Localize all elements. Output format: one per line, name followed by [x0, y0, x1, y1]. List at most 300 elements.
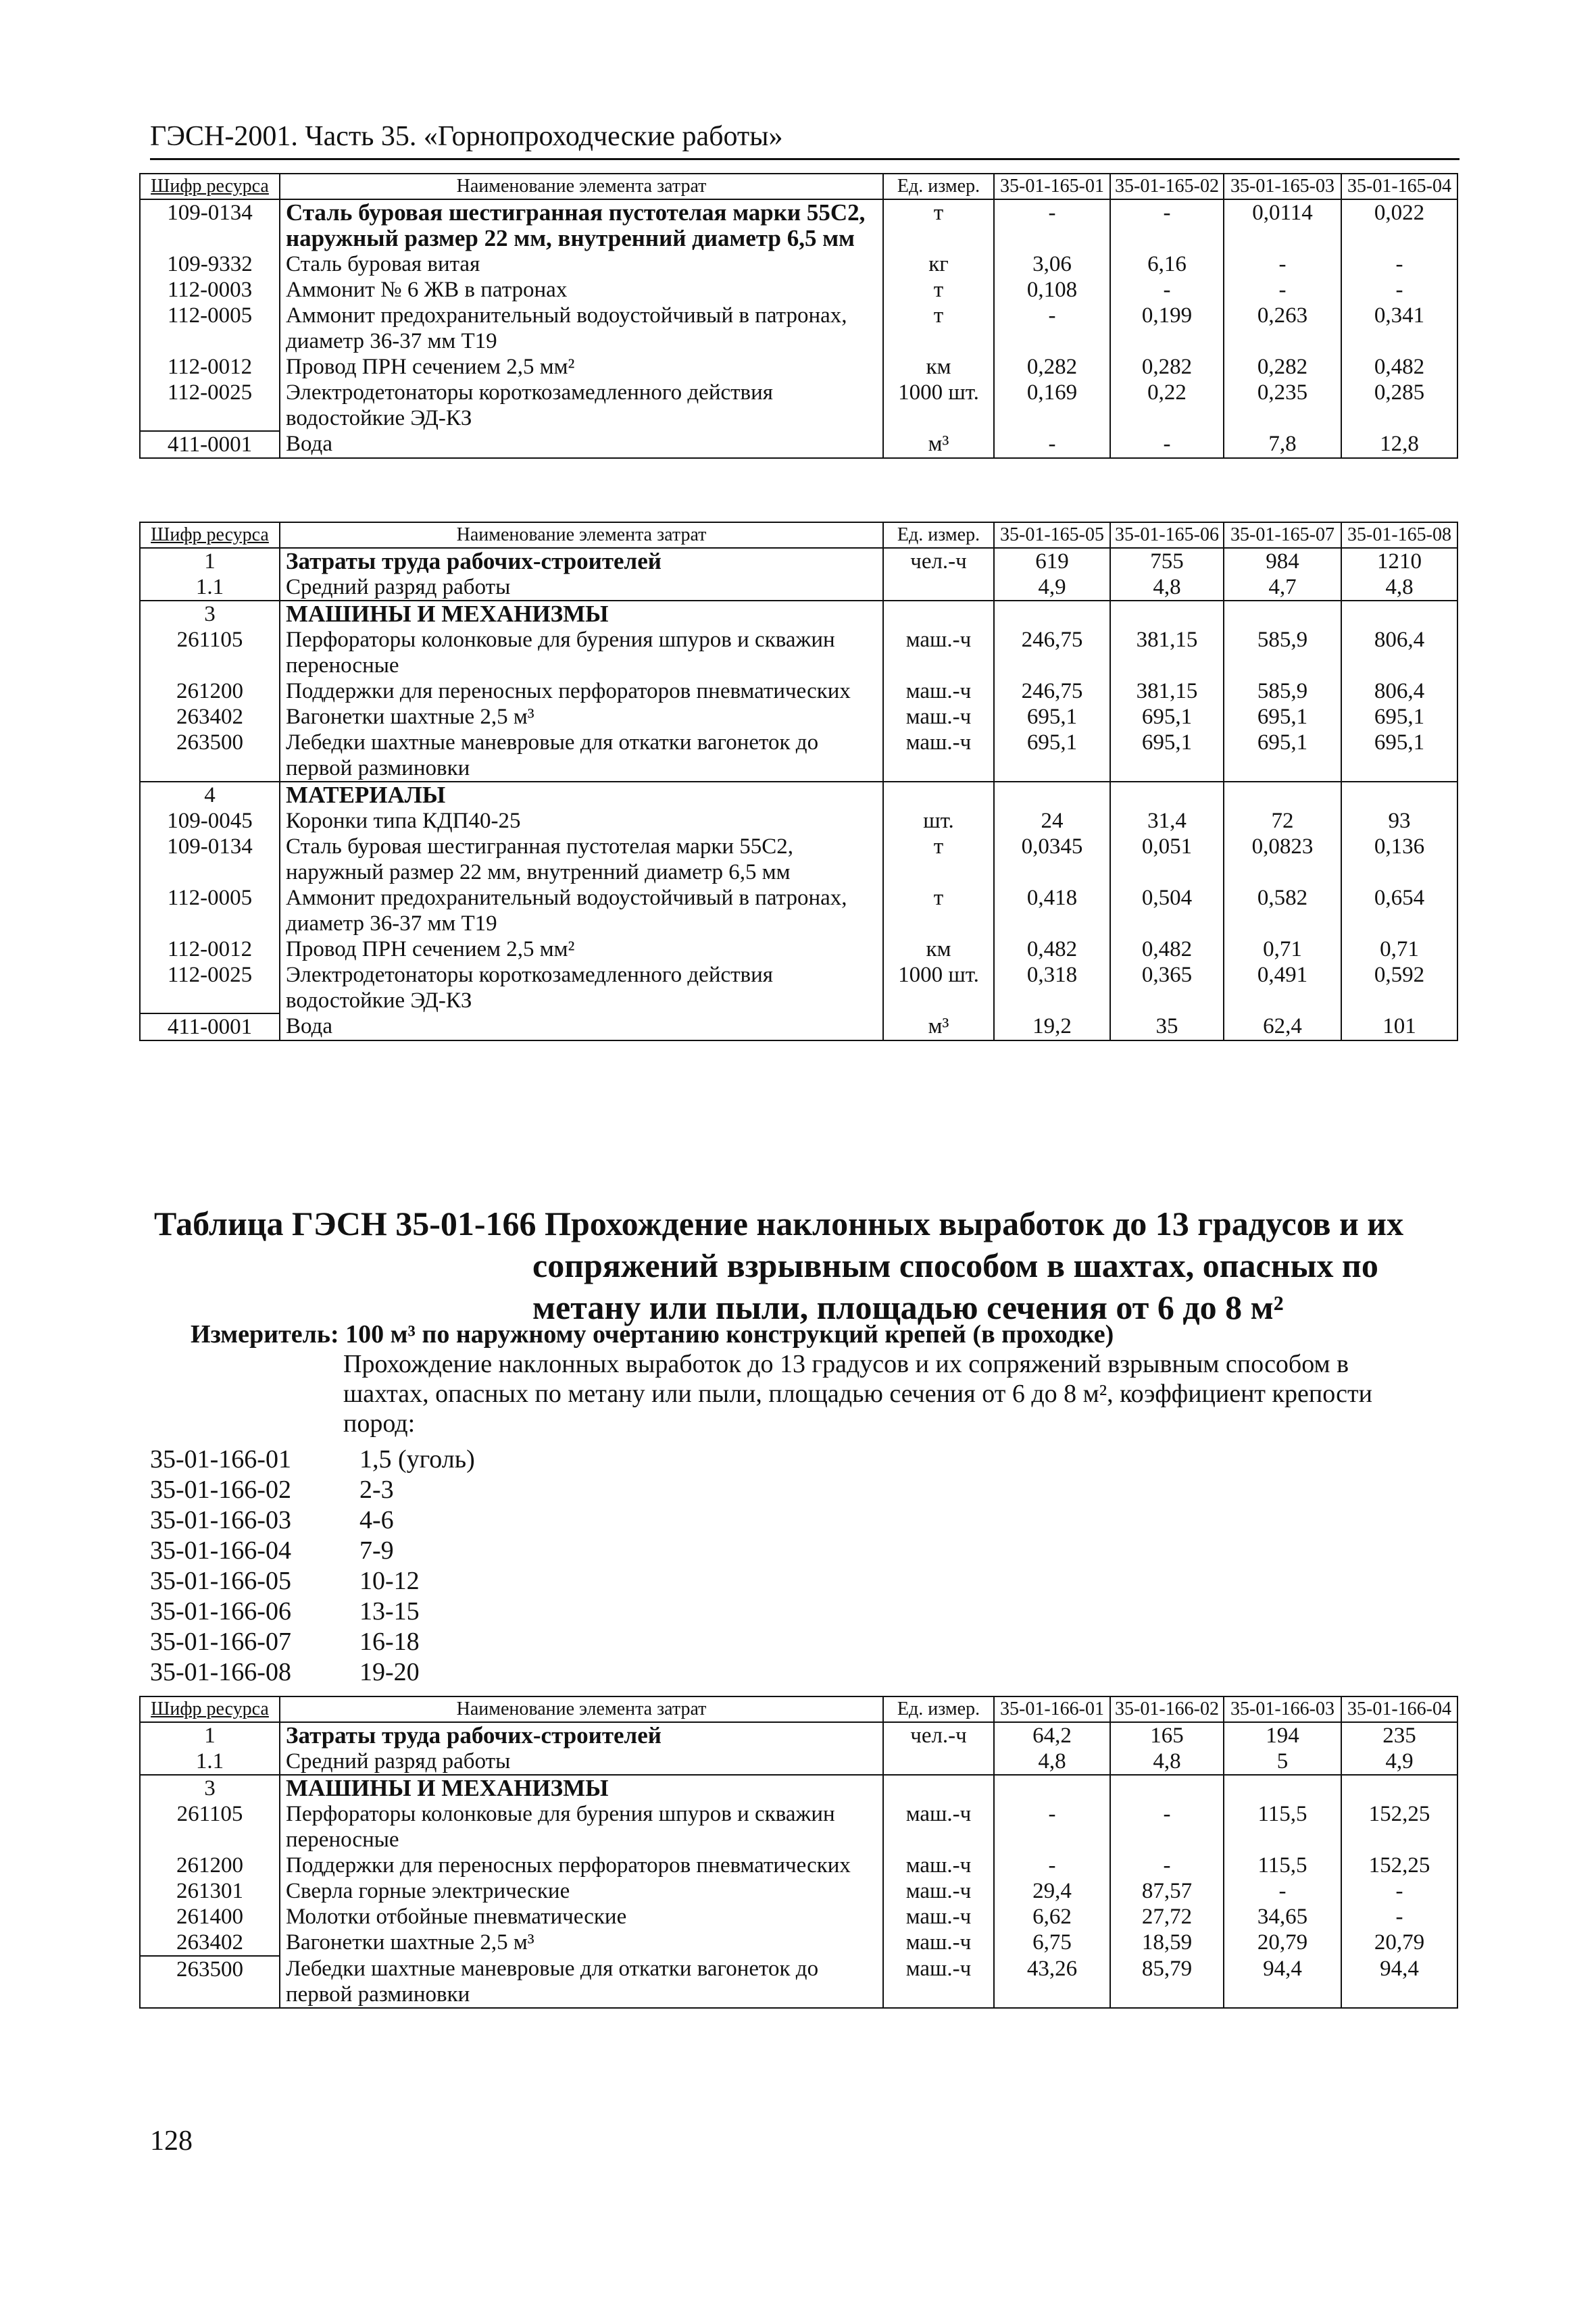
table-row [140, 1904, 1457, 1930]
cost-element-name: Поддержки для переносных перфораторов пневматических [280, 1853, 883, 1878]
table-header-row [140, 522, 1457, 548]
resource-code: 263500 [140, 730, 280, 782]
norm-code: 35-01-166-03 [150, 1506, 291, 1534]
hardness-range: 1,5 (уголь) [359, 1445, 475, 1474]
value-cell [1341, 601, 1457, 627]
value-cell: 585,9 [1224, 678, 1341, 704]
resource-code: 3 [140, 1775, 280, 1801]
title-line-3: метану или пыли, площадью сечения от 6 до 8 м² [532, 1288, 1284, 1326]
value-cell: 0,654 [1341, 885, 1457, 936]
column-header: 35-01-165-02 [1110, 174, 1224, 199]
resource-code: 1.1 [140, 1749, 280, 1775]
column-header: 35-01-165-07 [1224, 522, 1341, 548]
value-cell: 381,15 [1110, 627, 1224, 678]
value-cell: 152,25 [1341, 1853, 1457, 1878]
unit-cell: км [883, 354, 994, 380]
cost-element-name: Лебедки шахтные маневровые для откатки вагонеток до первой разминовки [280, 1956, 883, 2008]
value-cell: 101 [1341, 1013, 1457, 1040]
value-cell: 12,8 [1341, 431, 1457, 458]
unit-cell: м³ [883, 1013, 994, 1040]
cost-element-name: Аммонит № 6 ЖВ в патронах [280, 277, 883, 303]
hardness-range: 16-18 [359, 1628, 420, 1656]
table-row [140, 1013, 1457, 1040]
value-cell: 695,1 [994, 730, 1110, 782]
resource-code: 261200 [140, 678, 280, 704]
column-header: 35-01-165-03 [1224, 174, 1341, 199]
hardness-range: 7-9 [359, 1536, 394, 1565]
resource-code: 411-0001 [140, 431, 280, 458]
value-cell [1341, 782, 1457, 808]
unit-cell: маш.-ч [883, 1956, 994, 2008]
value-cell: 4,8 [1110, 574, 1224, 601]
table-row [140, 1956, 1457, 2008]
value-cell: 0,365 [1110, 962, 1224, 1013]
value-cell: 115,5 [1224, 1853, 1341, 1878]
value-cell [994, 1775, 1110, 1801]
cost-element-name: Вагонетки шахтные 2,5 м³ [280, 1930, 883, 1956]
resource-code: 261105 [140, 1801, 280, 1853]
value-cell [1110, 782, 1224, 808]
cost-element-name: Провод ПРН сечением 2,5 мм² [280, 936, 883, 962]
cost-element-name: Вагонетки шахтные 2,5 м³ [280, 704, 883, 730]
resource-code: 1.1 [140, 574, 280, 601]
value-cell: 94,4 [1224, 1956, 1341, 2008]
value-cell: 619 [994, 548, 1110, 574]
value-cell [1224, 782, 1341, 808]
cost-element-name: Коронки типа КДП40-25 [280, 808, 883, 834]
resource-code: 109-0045 [140, 808, 280, 834]
resource-code: 411-0001 [140, 1013, 280, 1040]
value-cell: 0,318 [994, 962, 1110, 1013]
code-list-item [150, 1444, 475, 1475]
column-header: 35-01-165-08 [1341, 522, 1457, 548]
cost-element-name: Аммонит предохранительный водоустойчивый в патронах, диаметр 36-37 мм Т19 [280, 303, 883, 354]
title-line-2: сопряжений взрывным способом в шахтах, опасных по [532, 1247, 1378, 1284]
table-row [140, 808, 1457, 834]
value-cell: 87,57 [1110, 1878, 1224, 1904]
table-row [140, 1801, 1457, 1853]
code-list-item [150, 1536, 475, 1566]
resource-code: 263402 [140, 1930, 280, 1956]
unit-cell: маш.-ч [883, 1853, 994, 1878]
table-row [140, 627, 1457, 678]
table-header-row [140, 1696, 1457, 1722]
resource-code: 261301 [140, 1878, 280, 1904]
value-cell: - [1341, 1904, 1457, 1930]
value-cell: 31,4 [1110, 808, 1224, 834]
value-cell: - [1341, 277, 1457, 303]
resource-code: 3 [140, 601, 280, 627]
value-cell: 62,4 [1224, 1013, 1341, 1040]
value-cell: 0,418 [994, 885, 1110, 936]
value-cell: 695,1 [1110, 704, 1224, 730]
resource-code: 112-0012 [140, 936, 280, 962]
value-cell: 5 [1224, 1749, 1341, 1775]
value-cell: - [1110, 1853, 1224, 1878]
cost-element-name: Аммонит предохранительный водоустойчивый в патронах, диаметр 36-37 мм Т19 [280, 885, 883, 936]
value-cell: - [994, 199, 1110, 251]
table-row [140, 1749, 1457, 1775]
cost-element-name: Сталь буровая витая [280, 251, 883, 277]
value-cell: 246,75 [994, 678, 1110, 704]
column-header: Ед. измер. [883, 1696, 994, 1722]
table-row [140, 834, 1457, 885]
value-cell [1110, 1775, 1224, 1801]
column-header: 35-01-165-04 [1341, 174, 1457, 199]
unit-cell: маш.-ч [883, 1801, 994, 1853]
value-cell: 29,4 [994, 1878, 1110, 1904]
unit-cell: маш.-ч [883, 1878, 994, 1904]
code-list-item [150, 1475, 475, 1505]
cost-element-name: Лебедки шахтные маневровые для откатки вагонеток до первой разминовки [280, 730, 883, 782]
cost-element-name: Поддержки для переносных перфораторов пневматических [280, 678, 883, 704]
cost-element-name: Сталь буровая шестигранная пустотелая марки 55С2, наружный размер 22 мм, внутренний диаметр 6,5 мм [280, 834, 883, 885]
resource-code: 1 [140, 548, 280, 574]
value-cell: 0,263 [1224, 303, 1341, 354]
resource-code: 112-0005 [140, 885, 280, 936]
value-cell: 0,022 [1341, 199, 1457, 251]
cost-element-name: Перфораторы колонковые для бурения шпуров и скважин переносные [280, 627, 883, 678]
column-header: Наименование элемента затрат [280, 1696, 883, 1722]
column-header: Шифр ресурса [140, 522, 280, 548]
value-cell: 85,79 [1110, 1956, 1224, 2008]
unit-cell: т [883, 885, 994, 936]
table-row [140, 303, 1457, 354]
hardness-range: 13-15 [359, 1597, 420, 1626]
unit-cell: 1000 шт. [883, 380, 994, 431]
value-cell: 0,71 [1341, 936, 1457, 962]
cost-element-name: Провод ПРН сечением 2,5 мм² [280, 354, 883, 380]
value-cell [994, 601, 1110, 627]
code-list-item [150, 1505, 475, 1536]
resource-code: 112-0003 [140, 277, 280, 303]
unit-cell [883, 1775, 994, 1801]
value-cell: 0,282 [1224, 354, 1341, 380]
value-cell: 165 [1110, 1722, 1224, 1749]
value-cell: 695,1 [994, 704, 1110, 730]
unit-cell: т [883, 199, 994, 251]
column-header: 35-01-166-01 [994, 1696, 1110, 1722]
code-list-item [150, 1657, 475, 1688]
table-row [140, 548, 1457, 574]
value-cell: - [1224, 251, 1341, 277]
table-header-row [140, 174, 1457, 199]
column-header: Наименование элемента затрат [280, 174, 883, 199]
resource-code: 112-0025 [140, 962, 280, 1013]
value-cell: - [994, 431, 1110, 458]
resource-code: 261400 [140, 1904, 280, 1930]
value-cell: 0,0114 [1224, 199, 1341, 251]
table-row [140, 704, 1457, 730]
page-number: 128 [150, 2126, 193, 2157]
cost-element-name: Электродетонаторы короткозамедленного действия водостойкие ЭД-КЗ [280, 380, 883, 431]
resource-code: 109-0134 [140, 199, 280, 251]
value-cell: 235 [1341, 1722, 1457, 1749]
value-cell: 27,72 [1110, 1904, 1224, 1930]
hardness-range: 10-12 [359, 1567, 420, 1595]
unit-cell: маш.-ч [883, 704, 994, 730]
norm-code: 35-01-166-07 [150, 1628, 291, 1656]
table-row [140, 380, 1457, 431]
value-cell: 806,4 [1341, 678, 1457, 704]
column-header: Ед. измер. [883, 174, 994, 199]
hardness-range: 4-6 [359, 1506, 394, 1534]
column-header: Шифр ресурса [140, 174, 280, 199]
value-cell: 695,1 [1224, 730, 1341, 782]
value-cell [1341, 1775, 1457, 1801]
hardness-range: 19-20 [359, 1658, 420, 1686]
value-cell: 194 [1224, 1722, 1341, 1749]
value-cell: 0,0823 [1224, 834, 1341, 885]
resource-code: 1 [140, 1722, 280, 1749]
unit-cell: кг [883, 251, 994, 277]
resource-table-165-05-08 [139, 522, 1458, 1041]
value-cell [994, 782, 1110, 808]
value-cell: 0,491 [1224, 962, 1341, 1013]
value-cell: - [994, 1853, 1110, 1878]
value-cell: 0,235 [1224, 380, 1341, 431]
value-cell: 152,25 [1341, 1801, 1457, 1853]
value-cell: 4,8 [1341, 574, 1457, 601]
table-row [140, 574, 1457, 601]
value-cell: 4,8 [1110, 1749, 1224, 1775]
hardness-range: 2-3 [359, 1476, 394, 1504]
value-cell: 695,1 [1341, 730, 1457, 782]
table-row [140, 277, 1457, 303]
value-cell: 806,4 [1341, 627, 1457, 678]
value-cell: - [1224, 277, 1341, 303]
value-cell: 4,9 [1341, 1749, 1457, 1775]
value-cell: 695,1 [1341, 704, 1457, 730]
table-row [140, 1853, 1457, 1878]
value-cell: 0,504 [1110, 885, 1224, 936]
value-cell: 0,22 [1110, 380, 1224, 431]
cost-element-name: Молотки отбойные пневматические [280, 1904, 883, 1930]
unit-cell [883, 782, 994, 808]
unit-cell: маш.-ч [883, 730, 994, 782]
section-row [140, 782, 1457, 808]
norm-code: 35-01-166-06 [150, 1597, 291, 1626]
table-row [140, 251, 1457, 277]
unit-cell: 1000 шт. [883, 962, 994, 1013]
unit-cell: т [883, 303, 994, 354]
table-row [140, 1878, 1457, 1904]
value-cell: 381,15 [1110, 678, 1224, 704]
resource-table-166-01-04 [139, 1696, 1458, 2009]
value-cell: 755 [1110, 548, 1224, 574]
value-cell: - [994, 303, 1110, 354]
value-cell: 4,7 [1224, 574, 1341, 601]
norm-code: 35-01-166-05 [150, 1567, 291, 1595]
value-cell [1110, 601, 1224, 627]
unit-cell: км [883, 936, 994, 962]
cost-element-name: Сталь буровая шестигранная пустотелая марки 55С2, наружный размер 22 мм, внутренний диаметр 6,5 мм [280, 199, 883, 251]
table-row [140, 678, 1457, 704]
value-cell: 19,2 [994, 1013, 1110, 1040]
table-row [140, 431, 1457, 458]
value-cell: 0,0345 [994, 834, 1110, 885]
table-row [140, 962, 1457, 1013]
value-cell: 94,4 [1341, 1956, 1457, 2008]
value-cell: 0,341 [1341, 303, 1457, 354]
value-cell: 0,199 [1110, 303, 1224, 354]
column-header: 35-01-166-03 [1224, 1696, 1341, 1722]
cost-element-name: МАШИНЫ И МЕХАНИЗМЫ [280, 1775, 883, 1801]
norm-code: 35-01-166-01 [150, 1445, 291, 1474]
value-cell: 20,79 [1224, 1930, 1341, 1956]
value-cell: 0,108 [994, 277, 1110, 303]
value-cell: - [1110, 277, 1224, 303]
unit-cell: чел.-ч [883, 1722, 994, 1749]
unit-cell: м³ [883, 431, 994, 458]
resource-code: 263500 [140, 1956, 280, 2008]
value-cell: 64,2 [994, 1722, 1110, 1749]
value-cell: 0,169 [994, 380, 1110, 431]
value-cell: 6,62 [994, 1904, 1110, 1930]
resource-code: 112-0005 [140, 303, 280, 354]
resource-code: 109-0134 [140, 834, 280, 885]
table-row [140, 1930, 1457, 1956]
value-cell: 6,75 [994, 1930, 1110, 1956]
value-cell: 0,482 [1110, 936, 1224, 962]
table-row [140, 730, 1457, 782]
value-cell: 0,582 [1224, 885, 1341, 936]
cost-element-name: Средний разряд работы [280, 574, 883, 601]
cost-element-name: Электродетонаторы короткозамедленного действия водостойкие ЭД-КЗ [280, 962, 883, 1013]
code-list-item [150, 1566, 475, 1596]
value-cell: 695,1 [1110, 730, 1224, 782]
cost-element-name: Вода [280, 431, 883, 458]
resource-code: 112-0025 [140, 380, 280, 431]
unit-cell [883, 1749, 994, 1775]
unit-cell: чел.-ч [883, 548, 994, 574]
unit-cell: шт. [883, 808, 994, 834]
value-cell: - [1110, 199, 1224, 251]
cost-element-name: МАТЕРИАЛЫ [280, 782, 883, 808]
value-cell: - [1110, 431, 1224, 458]
column-header: Наименование элемента затрат [280, 522, 883, 548]
title-line-1: Таблица ГЭСН 35-01-166 Прохождение наклонных выработок до 13 градусов и их [154, 1205, 1404, 1242]
value-cell: 1210 [1341, 548, 1457, 574]
table-row [140, 354, 1457, 380]
value-cell: 7,8 [1224, 431, 1341, 458]
value-cell: - [1110, 1801, 1224, 1853]
cost-element-name: Средний разряд работы [280, 1749, 883, 1775]
column-header: 35-01-165-01 [994, 174, 1110, 199]
resource-code: 109-9332 [140, 251, 280, 277]
value-cell: 43,26 [994, 1956, 1110, 2008]
norm-code: 35-01-166-08 [150, 1658, 291, 1686]
value-cell: 18,59 [1110, 1930, 1224, 1956]
work-description: Прохождение наклонных выработок до 13 градусов и их сопряжений взрывным способом в шахтах, опасных по метану или пыли, площадью сечения от 6 до 8 м², коэффициент крепости пород: [343, 1350, 1372, 1438]
column-header: Ед. измер. [883, 522, 994, 548]
value-cell: 0,71 [1224, 936, 1341, 962]
measure-unit: Измеритель: 100 м³ по наружному очертанию конструкций крепей (в проходке) [191, 1320, 1114, 1349]
value-cell: 0,482 [1341, 354, 1457, 380]
resource-code: 112-0012 [140, 354, 280, 380]
value-cell: 72 [1224, 808, 1341, 834]
code-list [150, 1444, 475, 1688]
value-cell: 0,482 [994, 936, 1110, 962]
unit-cell [883, 574, 994, 601]
value-cell: 4,8 [994, 1749, 1110, 1775]
code-list-item [150, 1627, 475, 1657]
value-cell: - [994, 1801, 1110, 1853]
resource-code: 4 [140, 782, 280, 808]
table-row [140, 936, 1457, 962]
value-cell: 6,16 [1110, 251, 1224, 277]
value-cell: 0,282 [1110, 354, 1224, 380]
cost-element-name: Вода [280, 1013, 883, 1040]
cost-element-name: МАШИНЫ И МЕХАНИЗМЫ [280, 601, 883, 627]
value-cell: 0,285 [1341, 380, 1457, 431]
value-cell: - [1341, 251, 1457, 277]
running-header: ГЭСН-2001. Часть 35. «Горнопроходческие работы» [150, 120, 1460, 160]
norm-code: 35-01-166-02 [150, 1476, 291, 1504]
code-list-item [150, 1596, 475, 1627]
cost-element-name: Сверла горные электрические [280, 1878, 883, 1904]
column-header: 35-01-166-04 [1341, 1696, 1457, 1722]
value-cell: 20,79 [1341, 1930, 1457, 1956]
cost-element-name: Перфораторы колонковые для бурения шпуров и скважин переносные [280, 1801, 883, 1853]
resource-table-165-01-04 [139, 173, 1458, 459]
value-cell: 0,282 [994, 354, 1110, 380]
value-cell: 93 [1341, 808, 1457, 834]
cost-element-name: Затраты труда рабочих-строителей [280, 548, 883, 574]
value-cell: 984 [1224, 548, 1341, 574]
cost-element-name: Затраты труда рабочих-строителей [280, 1722, 883, 1749]
unit-cell: маш.-ч [883, 678, 994, 704]
column-header: Шифр ресурса [140, 1696, 280, 1722]
value-cell: 3,06 [994, 251, 1110, 277]
value-cell [1224, 1775, 1341, 1801]
unit-cell: маш.-ч [883, 1904, 994, 1930]
value-cell [1224, 601, 1341, 627]
table-row [140, 885, 1457, 936]
value-cell: - [1341, 1878, 1457, 1904]
table-title [154, 1203, 1438, 1328]
table-row [140, 199, 1457, 251]
value-cell: 695,1 [1224, 704, 1341, 730]
value-cell: - [1224, 1878, 1341, 1904]
unit-cell: маш.-ч [883, 1930, 994, 1956]
value-cell: 115,5 [1224, 1801, 1341, 1853]
column-header: 35-01-166-02 [1110, 1696, 1224, 1722]
section-row [140, 601, 1457, 627]
unit-cell [883, 601, 994, 627]
column-header: 35-01-165-05 [994, 522, 1110, 548]
resource-code: 263402 [140, 704, 280, 730]
column-header: 35-01-165-06 [1110, 522, 1224, 548]
resource-code: 261200 [140, 1853, 280, 1878]
value-cell: 246,75 [994, 627, 1110, 678]
unit-cell: т [883, 834, 994, 885]
value-cell: 4,9 [994, 574, 1110, 601]
value-cell: 0,051 [1110, 834, 1224, 885]
value-cell: 0,136 [1341, 834, 1457, 885]
table-row [140, 1722, 1457, 1749]
norm-code: 35-01-166-04 [150, 1536, 291, 1565]
value-cell: 585,9 [1224, 627, 1341, 678]
resource-code: 261105 [140, 627, 280, 678]
unit-cell: маш.-ч [883, 627, 994, 678]
value-cell: 35 [1110, 1013, 1224, 1040]
value-cell: 34,65 [1224, 1904, 1341, 1930]
section-row [140, 1775, 1457, 1801]
value-cell: 24 [994, 808, 1110, 834]
unit-cell: т [883, 277, 994, 303]
value-cell: 0,592 [1341, 962, 1457, 1013]
